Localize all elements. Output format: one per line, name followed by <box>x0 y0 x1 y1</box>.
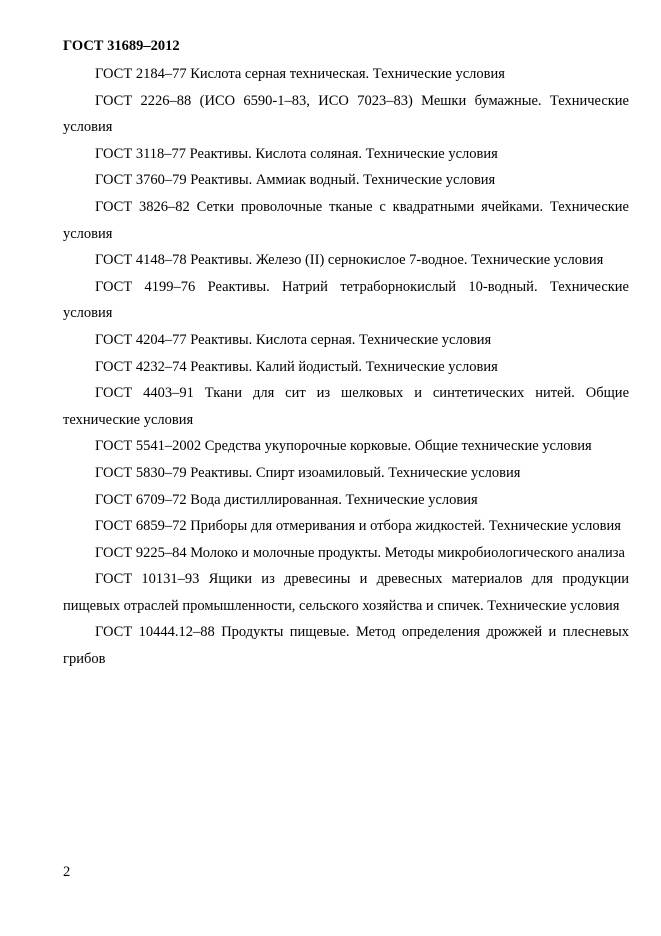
page-number: 2 <box>63 864 71 880</box>
reference-entry: ГОСТ 3826–82 Сетки проволочные тканые с квадратными ячейками. Технические условия <box>63 198 629 242</box>
reference-entry: ГОСТ 2184–77 Кислота серная техническая. Технические условия <box>95 66 505 82</box>
reference-entry: ГОСТ 9225–84 Молоко и молочные продукты. Методы микробиологического анализа <box>95 544 625 561</box>
document-code-header: ГОСТ 31689–2012 <box>63 38 180 54</box>
reference-entry: ГОСТ 6709–72 Вода дистиллированная. Технические условия <box>95 491 478 508</box>
reference-entry: ГОСТ 4204–77 Реактивы. Кислота серная. Технические условия <box>95 331 492 348</box>
reference-entry: ГОСТ 3118–77 Реактивы. Кислота соляная. Технические условия <box>95 145 498 162</box>
reference-entry: ГОСТ 5541–2002 Средства укупорочные корковые. Общие технические условия <box>95 438 592 455</box>
reference-entry: ГОСТ 4199–76 Реактивы. Натрий тетраборнокислый 10-водный. Технические условия <box>63 278 629 322</box>
reference-entry: ГОСТ 3760–79 Реактивы. Аммиак водный. Технические условия <box>95 172 496 189</box>
reference-entry: ГОСТ 2226–88 (ИСО 6590-1–83, ИСО 7023–83) Мешки бумажные. Технические условия <box>63 92 629 136</box>
reference-entry: ГОСТ 10131–93 Ящики из древесины и древесных материалов для продукции пищевых отраслей промышленности, сельского хозяйства и спичек. Технические условия <box>63 571 629 614</box>
reference-entry: ГОСТ 4403–91 Ткани для сит из шелковых и синтетических нитей. Общие технические условия <box>63 385 629 428</box>
reference-entry: ГОСТ 6859–72 Приборы для отмеривания и отбора жидкостей. Технические условия <box>95 518 621 535</box>
reference-entry: ГОСТ 4148–78 Реактивы. Железо (II) сернокислое 7-водное. Технические условия <box>95 252 604 269</box>
reference-entry: ГОСТ 10444.12–88 Продукты пищевые. Метод определения дрожжей и плесневых грибов <box>63 624 629 668</box>
reference-entry: ГОСТ 5830–79 Реактивы. Спирт изоамиловый. Технические условия <box>95 464 521 481</box>
reference-entry: ГОСТ 4232–74 Реактивы. Калий йодистый. Технические условия <box>95 358 498 375</box>
references-list <box>63 61 629 673</box>
